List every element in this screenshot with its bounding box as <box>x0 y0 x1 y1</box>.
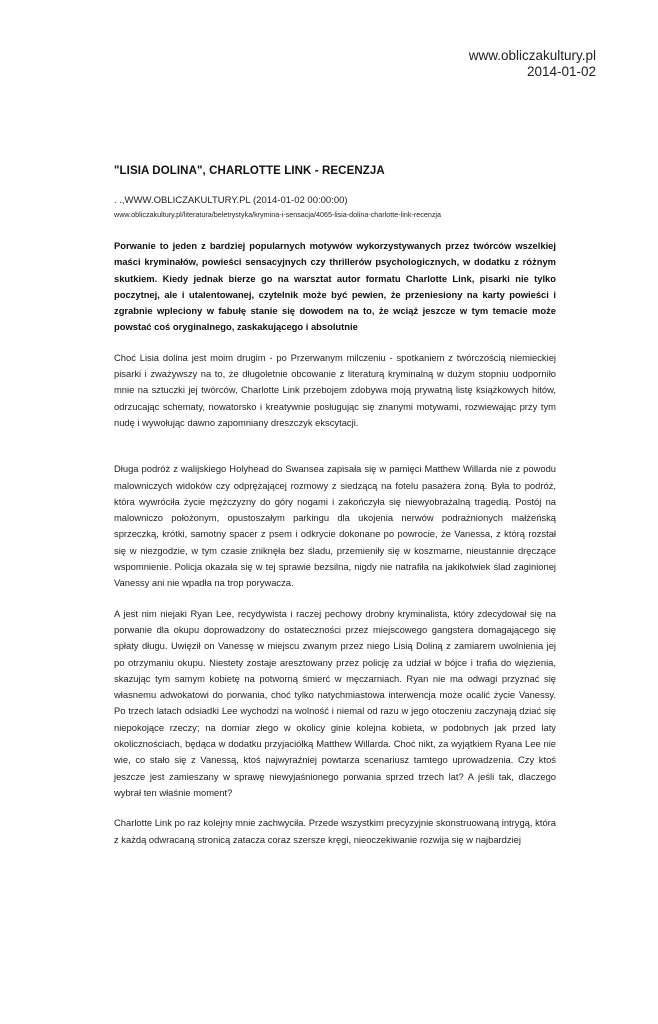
article-title: "LISIA DOLINA", CHARLOTTE LINK - RECENZJA <box>114 165 385 177</box>
publication-date: 2014-01-02 <box>526 64 596 79</box>
paragraph-4: Charlotte Link po raz kolejny mnie zachwyciła. Przede wszystkim precyzyjnie skonstruowaną intrygą, która z każdą odwracaną stronicą zatacza coraz szersze kręgi, nieoczekiwanie rozwija się w najbardziej <box>114 817 556 845</box>
article <box>114 165 556 857</box>
paragraph-1: Choć Lisia dolina jest moim drugim - po Przerwanym milczeniu - spotkaniem z twórczością niemieckiej pisarki i zważywszy na to, że długoletnie obcowanie z literaturą kryminalną w dużym stopniu uodporniło mnie na sztuczki jej twórców, Charlotte Link przebojem zdobywa moją prywatną listę książkowych hitów, odrzucając schematy, nowatorsko i kreatywnie posługując się znanymi motywami, rozwiewając przy tym nudę i wywołując dawno zapomniany dreszczyk ekscytacji. <box>114 351 556 428</box>
article-lead: Porwanie to jeden z bardziej popularnych motywów wykorzystywanych przez twórców wszelkiej maści kryminałów, powieści sensacyjnych czy thrillerów psychologicznych, w dodatku z różnym skutkiem. Kiedy jednak bierze go na warsztat autor formatu Charlotte Link, pisarki nie tylko poczytnej, ale i utalentowanej, czytelnik może być pewien, że przeniesiony na karty powieści i zgrabnie wpleciony w fabułę stanie się dowodem na to, że wciąż jeszcze w tym temacie może powstać coś oryginalnego, zaskakującego i absolutnie <box>114 240 556 333</box>
paragraph-2: Długa podróż z walijskiego Holyhead do Swansea zapisała się w pamięci Matthew Willarda nie z powodu malowniczych widoków czy odprężającej rozmowy z siedzącą na fotelu pasażera żoną. Była to podróż, która wywróciła życie mężczyzny do góry nogami i zakończyła się niewyobrażalną tragedią. Postój na malowniczo położonym, opustoszałym parkingu dla ukojenia nerwów podrażnionych małżeńską sprzeczką, krótki, samotny spacer z psem i odkrycie dokonane po powrocie, że Vanessa, z którą rozstał się w niezgodzie, w tym czasie zniknęła bez śladu, przemieniły się w koszmarne, nieustannie dręczące wspomnienie. Policja okazała się w tej sprawie bezsilna, nigdy nie natrafiła na jakikolwiek ślad zaginionej Vanessy ani nie wpadła na trop porywacza. <box>114 463 556 589</box>
page-header <box>469 48 596 80</box>
paragraph-3: A jest nim niejaki Ryan Lee, recydywista i raczej pechowy drobny kryminalista, który zdecydował się na porwanie dla okupu doprowadzony do ostateczności przez miejscowego gangstera domagającego się spłaty długu. Uwięził on Vanessę w miejscu zwanym przez niego Lisią Doliną z zamiarem uwolnienia jej po otrzymaniu okupu. Niestety zostaje aresztowany przez policję za udział w bójce i trafia do więzienia, skazując tym samym kobietę na potworną śmierć w męczarniach. Ryan nie ma odwagi przyznać się własnemu adwokatowi do porwania, choć tylko natychmiastowa interwencja może ocalić życie Vanessy. Po trzech latach odsiadki Lee wychodzi na wolność i niemal od razu w jego otoczeniu zaczynają dziać się niepokojące rzeczy; na domiar złego w okolicy ginie kolejna kobieta, w podobnych jak przed laty okolicznościach, będąca w dodatku przyjaciółką Matthew Willarda. Choć nikt, za wyjątkiem Ryana Lee nie wie, co stało się z Vanessą, ktoś najwyraźniej powtarza scenariusz tamtego uprowadzenia. Czy ktoś jeszcze jest zamieszany w sprawę niewyjaśnionego porwania sprzed trzech lat? A jeśli tak, dlaczego wybrał ten właśnie moment? <box>114 607 556 798</box>
source-url: www.obliczakultury.pl/literatura/beletrystyka/krymina-i-sensacja/4065-lisia-dolina-charlotte-link-recenzja <box>114 210 442 219</box>
site-url: www.obliczakultury.pl <box>468 48 596 63</box>
source-line: . .,WWW.OBLICZAKULTURY.PL (2014-01-02 00:00:00) <box>114 195 348 206</box>
